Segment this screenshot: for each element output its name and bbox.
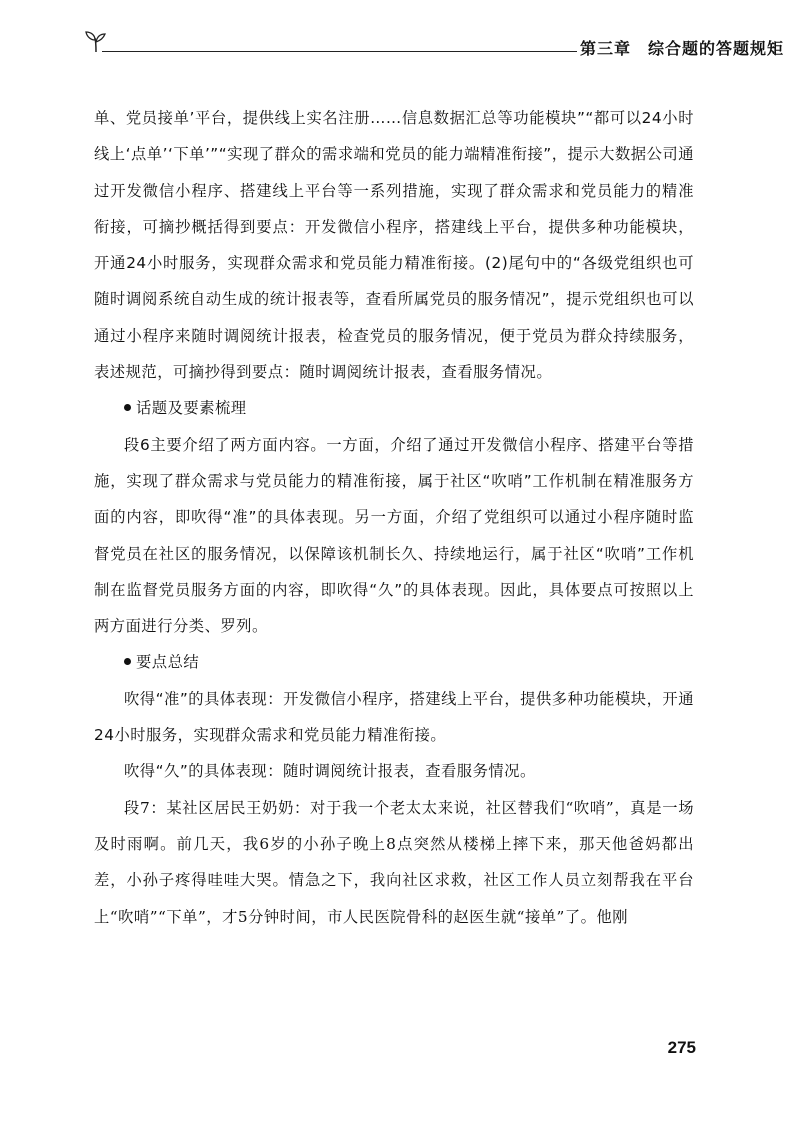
- paragraph-continued: 单、党员接单’平台，提供线上实名注册……信息数据汇总等功能模块”“都可以24小时线上‘点单’‘下单’”“实现了群众的需求端和党员的能力端精准衔接”，提示大数据公司通过开发微信小程序、搭建线上平台等一系列措施，实现了群众需求和党员能力的精准衔接，可摘抄概括得到要点：开发微信小程序，搭建线上平台，提供多种功能模块，开通24小时服务，实现群众需求和党员能力精准衔接。(2)尾句中的“各级党组织也可随时调阅系统自动生成的统计报表等，查看所属党员的服务情况”，提示党组织也可以通过小程序来随时调阅统计报表，检查党员的服务情况，便于党员为群众持续服务，表述规范，可摘抄得到要点：随时调阅统计报表，查看服务情况。: [94, 109, 694, 382]
- bullet-dot: [124, 658, 131, 665]
- paragraph-point-zhun: 吹得“准”的具体表现：开发微信小程序，搭建线上平台，提供多种功能模块，开通24小时服务，实现群众需求和党员能力精准衔接。: [94, 689, 694, 745]
- paragraph-analysis: 段6主要介绍了两方面内容。一方面，介绍了通过开发微信小程序、搭建平台等措施，实现了群众需求与党员能力的精准衔接，属于社区“吹哨”工作机制在精准服务方面的内容，即吹得“准”的具体表现。另一方面，介绍了党组织可以通过小程序随时监督党员在社区的服务情况，以保障该机制长久、持续地运行，属于社区“吹哨”工作机制在监督党员服务方面的内容，即吹得“久”的具体表现。因此，具体要点可按照以上两方面进行分类、罗列。: [94, 435, 694, 636]
- header-rule: [102, 51, 577, 52]
- bullet-heading-summary: [94, 644, 694, 680]
- running-header: [84, 28, 785, 62]
- bullet-dot: [124, 404, 131, 411]
- bullet-heading-text: 话题及要素梳理: [136, 399, 247, 418]
- paragraph-source-7: 段7：某社区居民王奶奶：对于我一个老太太来说，社区替我们“吹哨”，真是一场及时雨啊。前几天，我6岁的小孙子晚上8点突然从楼梯上摔下来，那天他爸妈都出差，小孙子疼得哇哇大哭。情急之下，我向社区求救，社区工作人员立刻帮我在平台上“吹哨”“下单”，才5分钟时间，市人民医院骨科的赵医生就“接单”了。他刚: [94, 798, 694, 926]
- chapter-title: 第三章 综合题的答题规矩: [580, 39, 785, 58]
- bullet-heading-text: 要点总结: [136, 653, 200, 672]
- bullet-heading-topic: [94, 390, 694, 426]
- page-number: 275: [667, 1038, 696, 1057]
- body-text: [94, 100, 694, 935]
- paragraph-point-jiu: 吹得“久”的具体表现：随时调阅统计报表，查看服务情况。: [124, 762, 536, 781]
